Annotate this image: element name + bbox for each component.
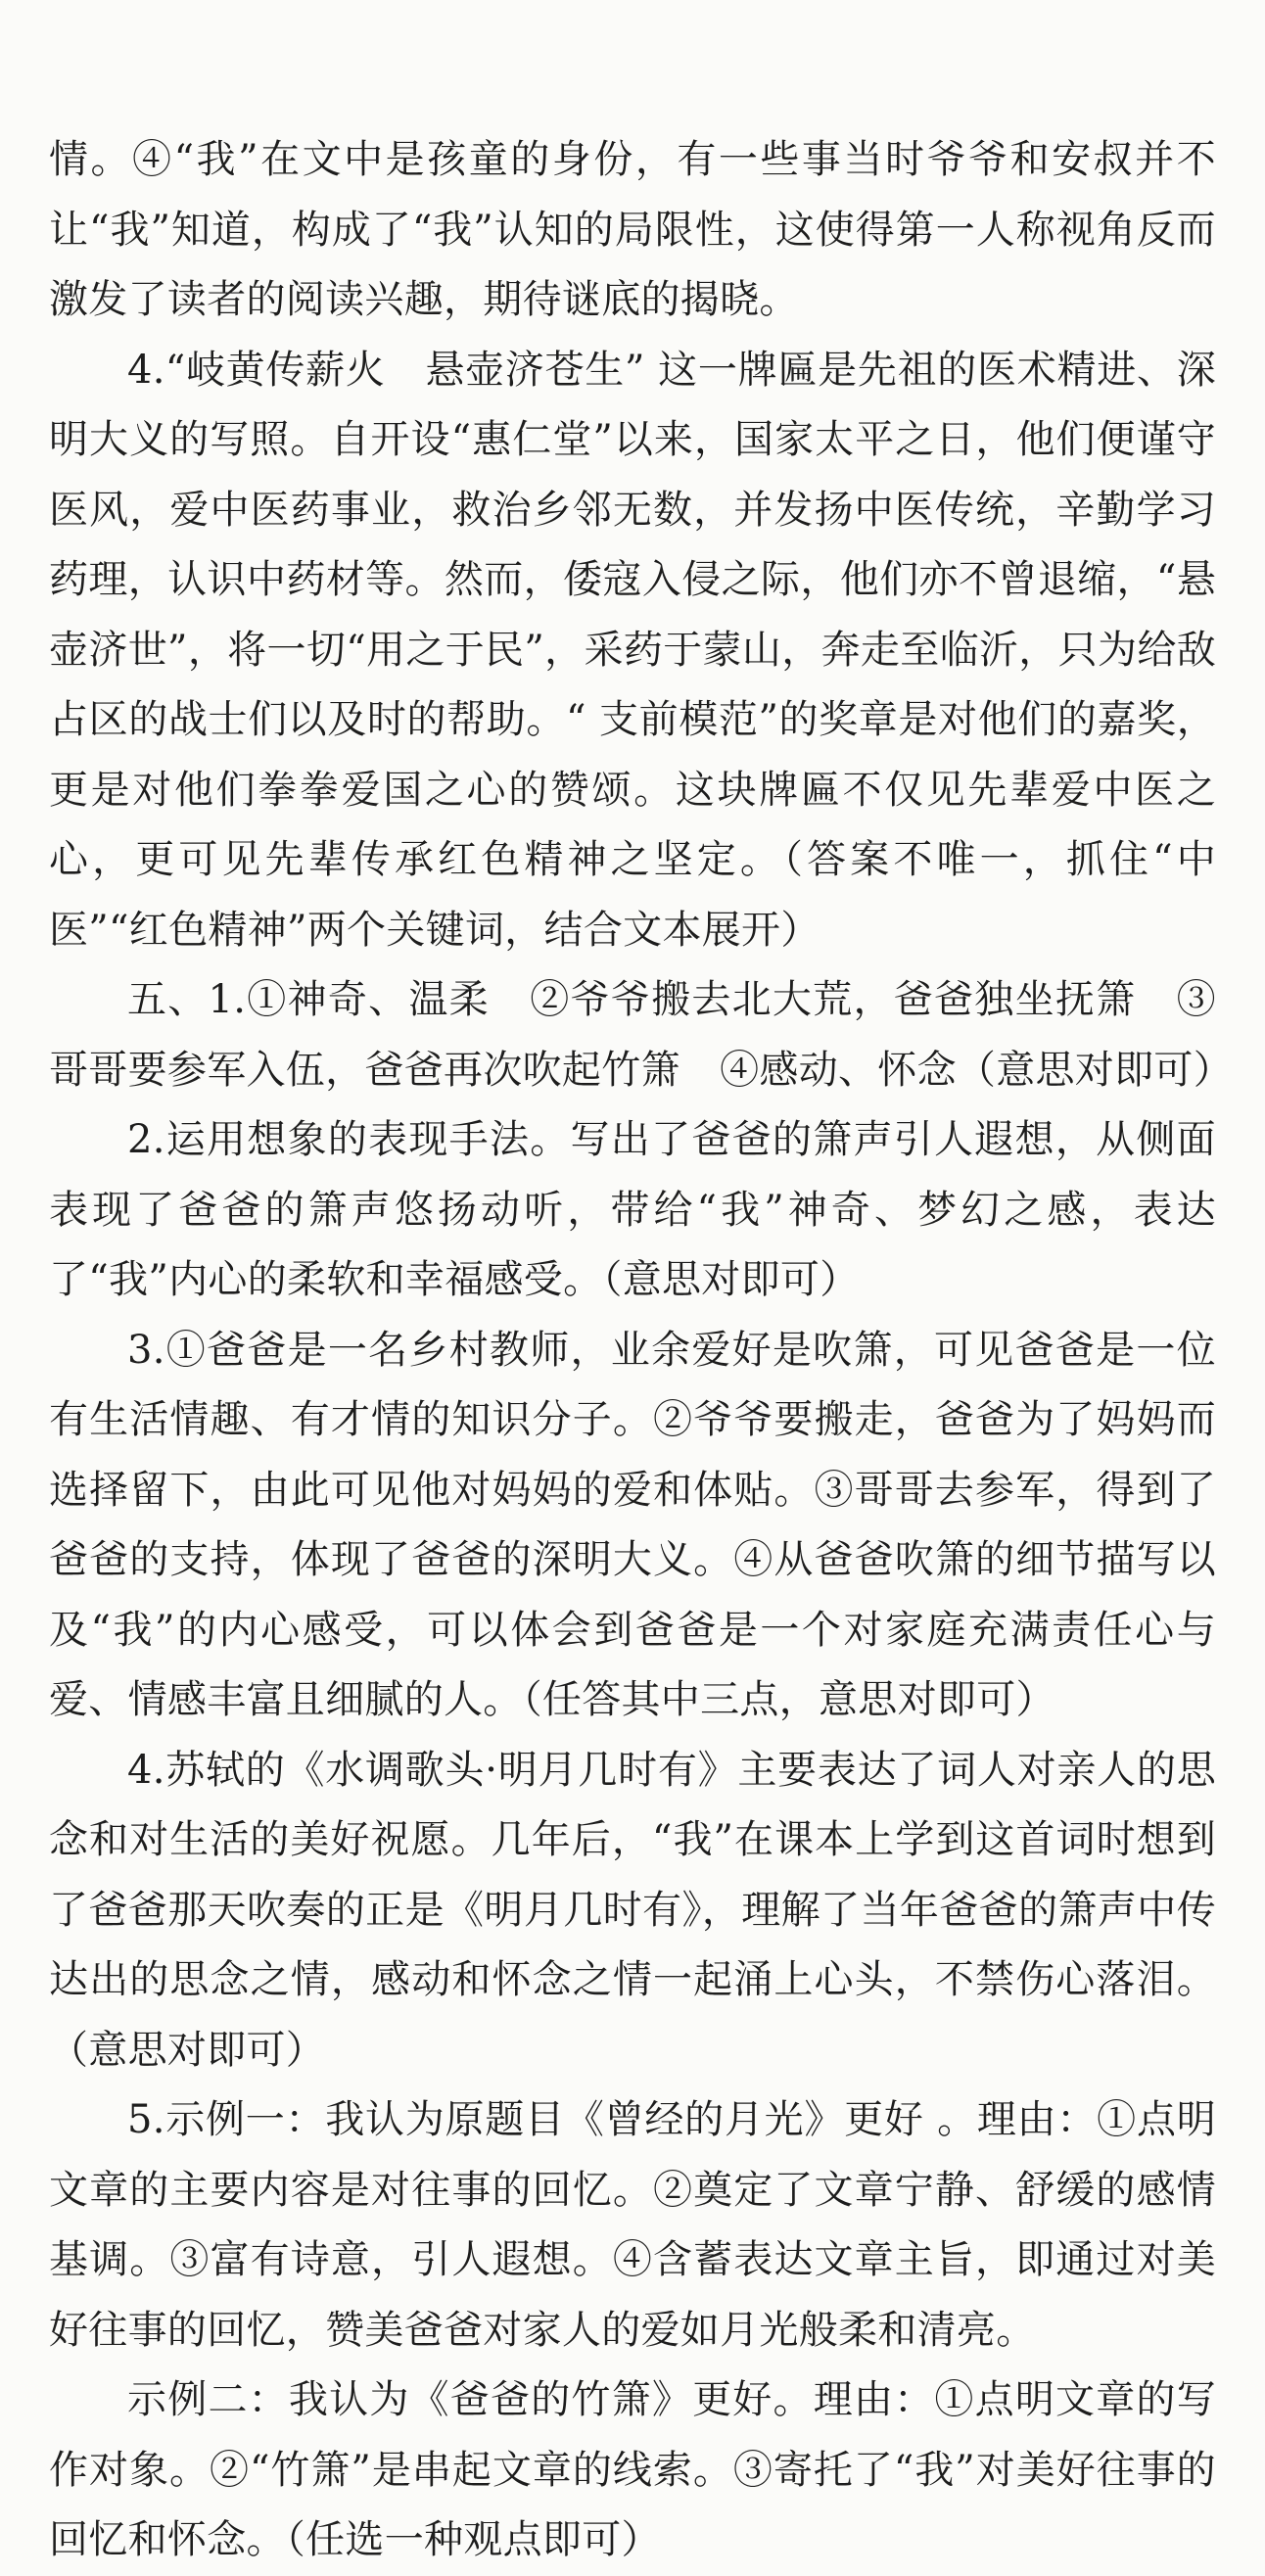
paragraph-section-5-q2: 2.运用想象的表现手法。写出了爸爸的箫声引人遐想，从侧面表现了爸爸的箫声悠扬动听，带给“我”神奇、梦幻之感，表达了“我”内心的柔软和幸福感受。（意思对即可） [49, 1117, 1216, 1302]
answer-page [49, 125, 1233, 2576]
paragraph-answer-4-plaque: 4.“岐黄传薪火 悬壶济苍生” 这一牌匾是先祖的医术精进、深明大义的写照。自开设“惠仁堂”以来，国家太平之日，他们便谨守医风，爱中医药事业，救治乡邻无数，并发扬中医传统，辛勤学习药理，认识中药材等。然而，倭寇入侵之际，他们亦不曾退缩，“悬壶济世”，将一切“用之于民”，采药于蒙山，奔走至临沂，只为给敌占区的战士们以及时的帮助。“ 支前模范”的奖章是对他们的嘉奖，更是对他们拳拳爱国之心的赞颂。这块牌匾不仅见先辈爱中医之心，更可见先辈传承红色精神之坚定。（答案不唯一，抓住“中医”“红色精神”两个关键词，结合文本展开） [49, 347, 1216, 953]
paragraph-section-5-q3: 3.①爸爸是一名乡村教师，业余爱好是吹箫，可见爸爸是一位有生活情趣、有才情的知识分子。②爷爷要搬走，爸爸为了妈妈而选择留下，由此可见他对妈妈的爱和体贴。③哥哥去参军，得到了爸爸的支持，体现了爸爸的深明大义。④从爸爸吹箫的细节描写以及“我”的内心感受，可以体会到爸爸是一个对家庭充满责任心与爱、情感丰富且细腻的人。（任答其中三点，意思对即可） [49, 1327, 1216, 1722]
paragraph-continuation: 情。④“我”在文中是孩童的身份，有一些事当时爷爷和安叔并不让“我”知道，构成了“我”认知的局限性，这使得第一人称视角反而激发了读者的阅读兴趣，期待谜底的揭晓。 [49, 137, 1216, 322]
paragraph-section-5-q1: 五、1.①神奇、温柔 ②爷爷搬去北大荒，爸爸独坐抚箫 ③哥哥要参军入伍，爸爸再次吹起竹箫 ④感动、怀念（意思对即可） [49, 977, 1233, 1093]
paragraph-section-5-q4: 4.苏轼的《水调歌头·明月几时有》主要表达了词人对亲人的思念和对生活的美好祝愿。几年后，“我”在课本上学到这首词时想到了爸爸那天吹奏的正是《明月几时有》，理解了当年爸爸的箫声中传达出的思念之情，感动和怀念之情一起涌上心头，不禁伤心落泪。（意思对即可） [49, 1747, 1216, 2073]
paragraph-section-5-q5-example-2: 示例二：我认为《爸爸的竹箫》更好。理由：①点明文章的写作对象。②“竹箫”是串起文章的线索。③寄托了“我”对美好往事的回忆和怀念。（任选一种观点即可） [49, 2377, 1216, 2562]
paragraph-section-5-q5-example-1: 5.示例一：我认为原题目《曾经的月光》更好 。理由：①点明文章的主要内容是对往事的回忆。②奠定了文章宁静、舒缓的感情基调。③富有诗意，引人遐想。④含蓄表达文章主旨，即通过对美好往事的回忆，赞美爸爸对家人的爱如月光般柔和清亮。 [49, 2097, 1216, 2353]
